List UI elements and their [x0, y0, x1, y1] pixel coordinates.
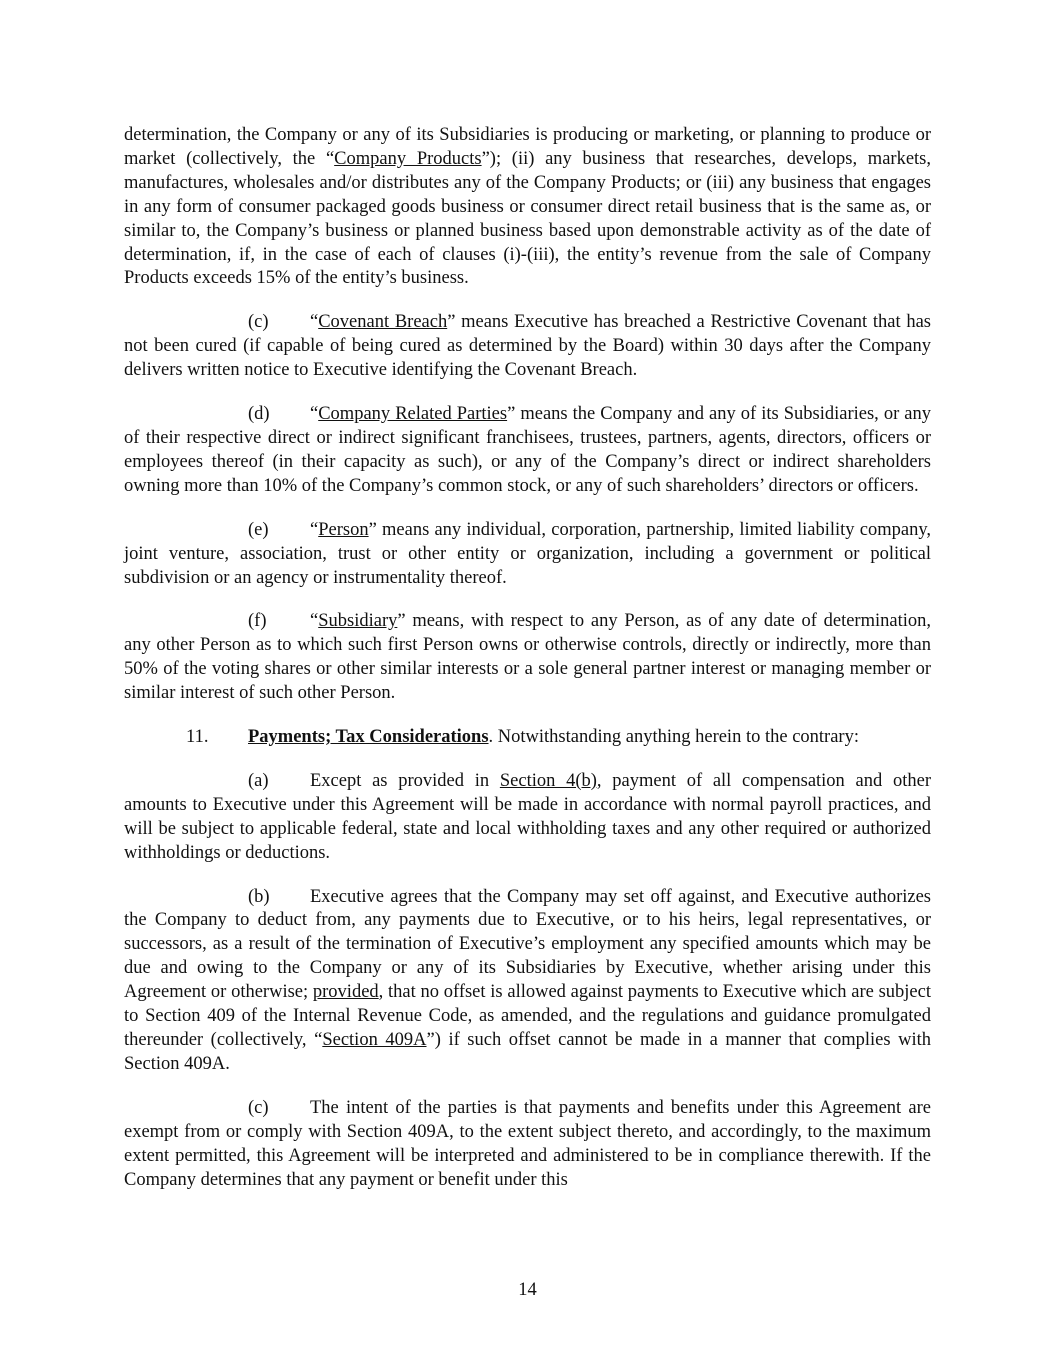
paragraph-text: , payment of all compensation and other amounts to Executive under this Agreement will be made in accordance with normal payroll practices, and will be subject to applicable federal, state and local withholding taxes and any other required or authorized withholdings or deductions.	[124, 770, 931, 863]
provided-term: provided	[312, 982, 379, 1003]
clause-label: (e)	[248, 519, 269, 540]
section-intro-text: . Notwithstanding anything herein to the contrary:	[488, 727, 859, 748]
continuation-text-start: determination, the Company or any of its Subsidiaries is producing or marketing, or planning to produce or market (collectively, the “	[124, 125, 931, 169]
defined-term-company-related-parties: Company Related Parties	[318, 404, 508, 425]
open-quote: “	[310, 404, 319, 425]
definition-company-related-parties	[124, 403, 931, 499]
section-reference-4b: Section 4(b)	[499, 770, 597, 791]
continuation-paragraph	[124, 124, 931, 291]
clause-label: (c)	[248, 312, 269, 333]
defined-term-subsidiary: Subsidiary	[318, 611, 398, 632]
continuation-text-end: ”); (ii) any business that researches, develops, markets, manufactures, wholesales and/or distributes any of the Company Products; or (iii) any business that engages in any form of consumer packaged goods business or consumer direct retail business that is the same as, or similar to, the Company’s business or planned business based upon demonstrable activity as of the date of determination, if, in the case of each of clauses (i)-(iii), the entity’s revenue from the sale of Company Products exceeds 15% of the entity’s business.	[124, 148, 931, 289]
clause-label: (c)	[248, 1097, 269, 1118]
defined-term-company-products: Company Products	[334, 148, 482, 169]
definition-text: ” means the Company and any of its Subsidiaries, or any of their respective direct or indirect significant franchisees, trustees, partners, agents, directors, officers or employees thereof (in their capacity as such), or any of the Company’s direct or indirect shareholders owning more than 10% of the Company’s common stock, or any of such shareholders’ directors or officers.	[124, 404, 931, 496]
definition-person	[124, 519, 931, 591]
open-quote: “	[310, 611, 319, 632]
defined-term-person: Person	[318, 519, 369, 540]
paragraph-text: ”) if such offset cannot be made in a manner that complies with Section 409A.	[124, 1030, 932, 1074]
open-quote: “	[310, 312, 319, 333]
definition-text: ” means Executive has breached a Restrictive Covenant that has not been cured (if capable of being cured as determined by the Board) within 30 days after the Company delivers written notice to Executive identifying the Covenant Breach.	[124, 312, 931, 381]
open-quote: “	[310, 519, 319, 540]
paragraph-text: , that no offset is allowed against payments to Executive which are subject to Section 409 of the Internal Revenue Code, as amended, and the regulations and guidance promulgated thereunder (collectively, “	[124, 982, 931, 1050]
paragraph-b	[124, 886, 931, 1077]
section-number: 11.	[186, 727, 209, 748]
document-page	[124, 124, 931, 1212]
paragraph-text: Except as provided in	[310, 770, 500, 791]
definition-covenant-breach	[124, 311, 931, 383]
clause-label: (f)	[248, 611, 267, 632]
clause-label: (b)	[248, 886, 270, 907]
paragraph-a	[124, 770, 931, 866]
section-title: Payments; Tax Considerations	[248, 727, 489, 748]
definition-subsidiary	[124, 610, 931, 706]
page-number: 14	[518, 1280, 537, 1300]
paragraph-text: Executive agrees that the Company may set off against, and Executive authorizes the Company to deduct from, any payments due to Executive, or to his heirs, legal representatives, or successors, as a result of the termination of Executive’s employment any specified amounts which may be due and owing to the Company or any of its Subsidiaries by Executive, whether arising under this Agreement or otherwise;	[124, 886, 931, 1003]
clause-label: (d)	[248, 404, 270, 425]
definition-text: ” means, with respect to any Person, as of any date of determination, any other Person as to which such first Person owns or otherwise controls, directly or indirectly, more than 50% of the voting shares or other similar interests or a sole general partner interest or managing member or similar interest of such other Person.	[124, 611, 931, 704]
clause-label: (a)	[248, 770, 269, 791]
definition-text: ” means any individual, corporation, partnership, limited liability company, joint venture, association, trust or other entity or organization, including a government or political subdivision or an agency or instrumentality thereof.	[124, 519, 931, 588]
paragraph-c	[124, 1097, 931, 1193]
section-11-heading	[124, 726, 931, 750]
defined-term-covenant-breach: Covenant Breach	[318, 312, 448, 333]
paragraph-text: The intent of the parties is that payments and benefits under this Agreement are exempt from or comply with Section 409A, to the extent subject thereto, and accordingly, to the maximum extent permitted, this Agreement will be interpreted and administered to be in compliance therewith. If the Company determines that any payment or benefit under this	[124, 1097, 931, 1190]
defined-term-section-409a: Section 409A	[322, 1030, 427, 1050]
